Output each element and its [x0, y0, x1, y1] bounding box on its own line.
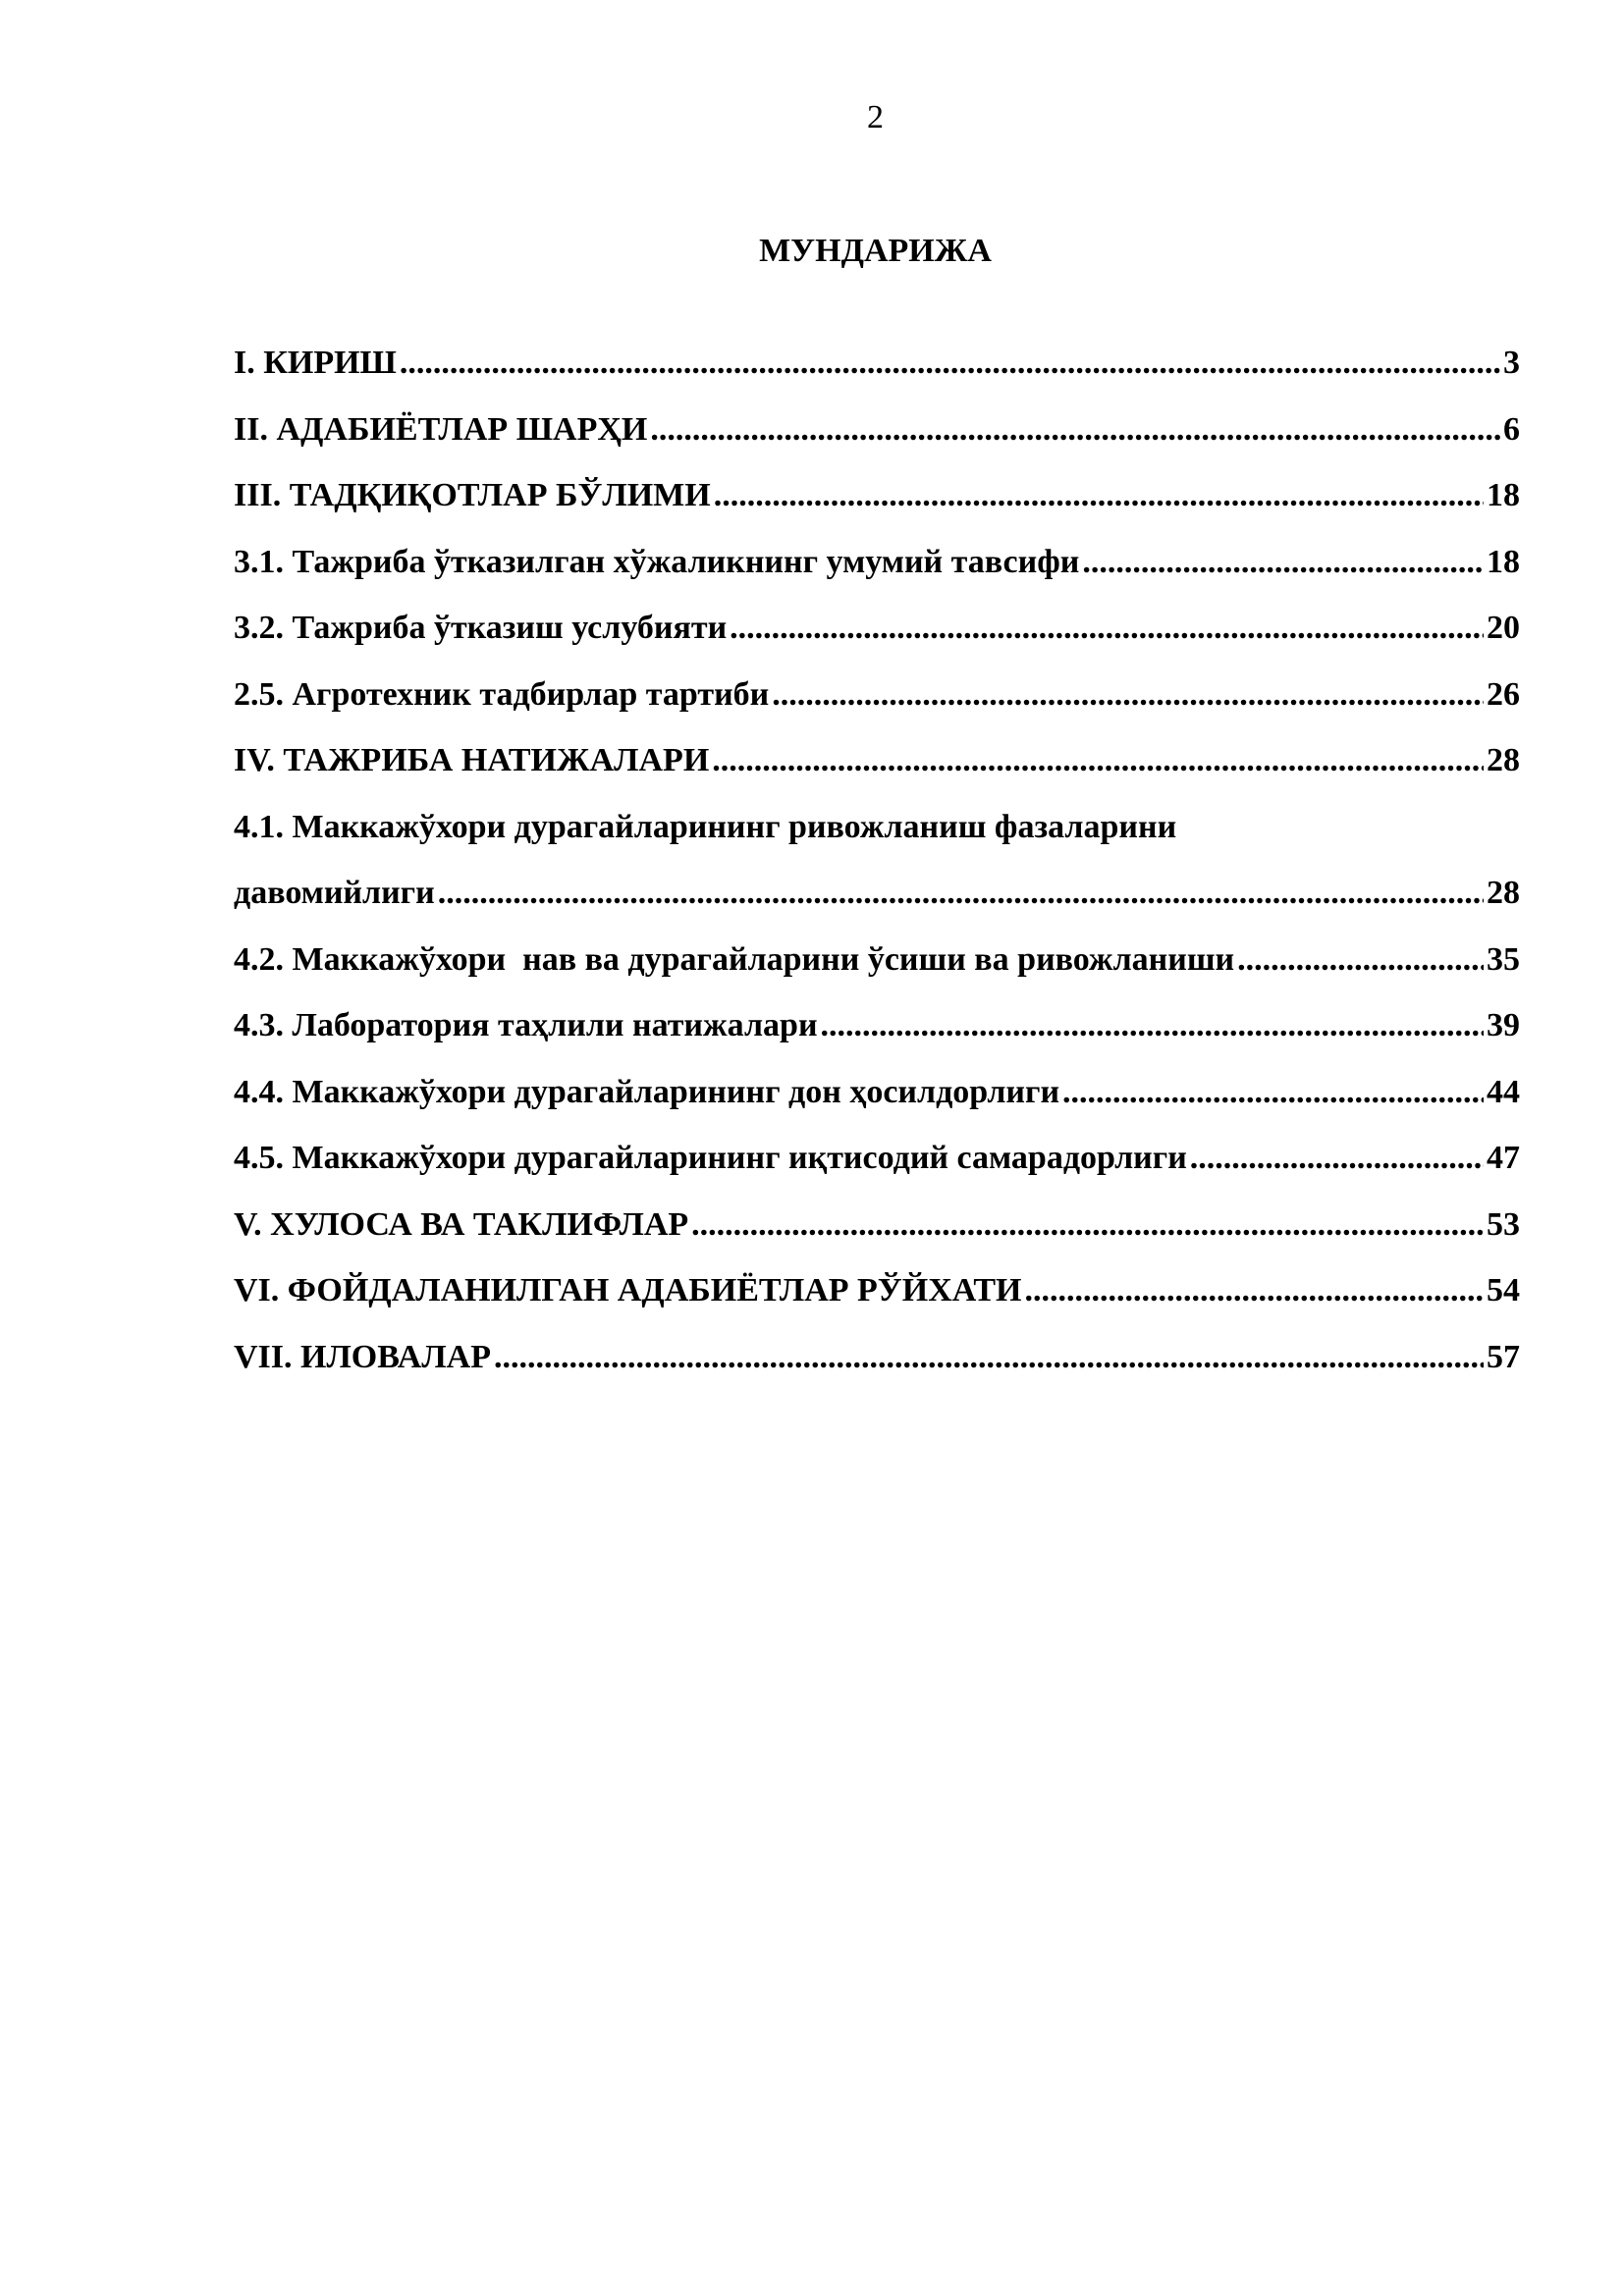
toc-entry-page: 39: [1487, 1007, 1520, 1043]
toc-entry-2-5[interactable]: [234, 675, 1520, 742]
toc-entry-4-3[interactable]: [234, 1006, 1520, 1073]
toc-entry-page: 26: [1487, 675, 1520, 713]
toc-entry-page: 35: [1487, 940, 1520, 978]
toc-dot-leader: [691, 1205, 1484, 1245]
toc-dot-leader: [1190, 1139, 1484, 1178]
toc-entry-page: 28: [1487, 875, 1520, 911]
toc-entry-intro[interactable]: [234, 344, 1520, 410]
toc-entry-label: II. АДАБИЁТЛАР ШАРҲИ: [234, 410, 648, 448]
toc-entry-page: 47: [1487, 1140, 1520, 1176]
toc-entry-label: 3.2. Тажриба ўтказиш услубияти: [234, 610, 728, 646]
toc-dot-leader: [712, 741, 1484, 780]
toc-dot-leader: [1237, 940, 1484, 980]
toc-entry-label: 4.3. Лаборатория таҳлили натижалари: [234, 1007, 818, 1043]
toc-dot-leader: [1082, 543, 1484, 582]
table-of-contents: [234, 344, 1520, 1404]
toc-entry-4-4[interactable]: [234, 1073, 1520, 1140]
toc-entry-label: 3.1. Тажриба ўтказилган хўжаликнинг умумий тавсифи: [234, 543, 1080, 580]
toc-entry-label: 4.2. Маккажўхори нав ва дурагайларини ўсиши ва ривожланиши: [234, 940, 1235, 978]
toc-entry-label: VII. ИЛОВАЛАР: [234, 1338, 491, 1375]
toc-dot-leader: [650, 410, 1500, 450]
toc-entry-label: 4.4. Маккажўхори дурагайларининг дон ҳосилдорлиги: [234, 1073, 1060, 1110]
page-number: 2: [867, 99, 884, 135]
toc-entry-page: 57: [1487, 1338, 1520, 1375]
toc-entry-3-1[interactable]: [234, 543, 1520, 610]
toc-entry-4-1-line1[interactable]: [234, 808, 1520, 875]
toc-entry-page: 53: [1487, 1205, 1520, 1243]
toc-entry-literature-review[interactable]: [234, 410, 1520, 477]
toc-entry-label: I. КИРИШ: [234, 345, 397, 381]
toc-dot-leader: [714, 476, 1484, 515]
toc-entry-research-section[interactable]: [234, 476, 1520, 543]
toc-dot-leader: [438, 874, 1484, 913]
toc-entry-label: 4.1. Маккажўхори дурагайларининг ривожланиш фазаларини: [234, 808, 1177, 845]
toc-entry-4-2[interactable]: [234, 940, 1520, 1007]
toc-entry-label: 4.5. Маккажўхори дурагайларининг иқтисодий самарадорлиги: [234, 1140, 1187, 1176]
toc-dot-leader: [730, 609, 1484, 648]
toc-dot-leader: [494, 1338, 1484, 1377]
toc-entry-page: 18: [1487, 543, 1520, 580]
toc-dot-leader: [400, 344, 1500, 383]
toc-entry-conclusions[interactable]: [234, 1205, 1520, 1272]
toc-entry-label: 2.5. Агротехник тадбирлар тартиби: [234, 675, 770, 713]
toc-entry-page: 54: [1487, 1272, 1520, 1308]
toc-dot-leader: [821, 1006, 1484, 1045]
toc-dot-leader: [1024, 1271, 1484, 1310]
toc-entry-label: III. ТАДҚИҚОТЛАР БЎЛИМИ: [234, 477, 711, 513]
toc-entry-page: 20: [1487, 610, 1520, 646]
toc-entry-3-2[interactable]: [234, 609, 1520, 675]
toc-entry-label: V. ХУЛОСА ВА ТАКЛИФЛАР: [234, 1205, 689, 1243]
toc-entry-label: IV. ТАЖРИБА НАТИЖАЛАРИ: [234, 742, 710, 778]
toc-entry-4-5[interactable]: [234, 1139, 1520, 1205]
toc-dot-leader: [1062, 1073, 1484, 1112]
toc-entry-page: 44: [1487, 1073, 1520, 1110]
toc-entry-4-1[interactable]: [234, 874, 1520, 940]
toc-entry-label: давомийлиги: [234, 875, 435, 911]
toc-entry-references[interactable]: [234, 1271, 1520, 1338]
toc-entry-experiment-results[interactable]: [234, 741, 1520, 808]
toc-dot-leader: [772, 675, 1484, 715]
toc-entry-page: 18: [1487, 477, 1520, 513]
toc-entry-page: 28: [1487, 742, 1520, 778]
toc-title: МУНДАРИЖА: [759, 233, 992, 269]
toc-entry-appendices[interactable]: [234, 1338, 1520, 1405]
toc-entry-label: VI. ФОЙДАЛАНИЛГАН АДАБИЁТЛАР РЎЙХАТИ: [234, 1272, 1022, 1308]
toc-entry-page: 3: [1503, 345, 1520, 381]
toc-entry-page: 6: [1503, 410, 1520, 448]
